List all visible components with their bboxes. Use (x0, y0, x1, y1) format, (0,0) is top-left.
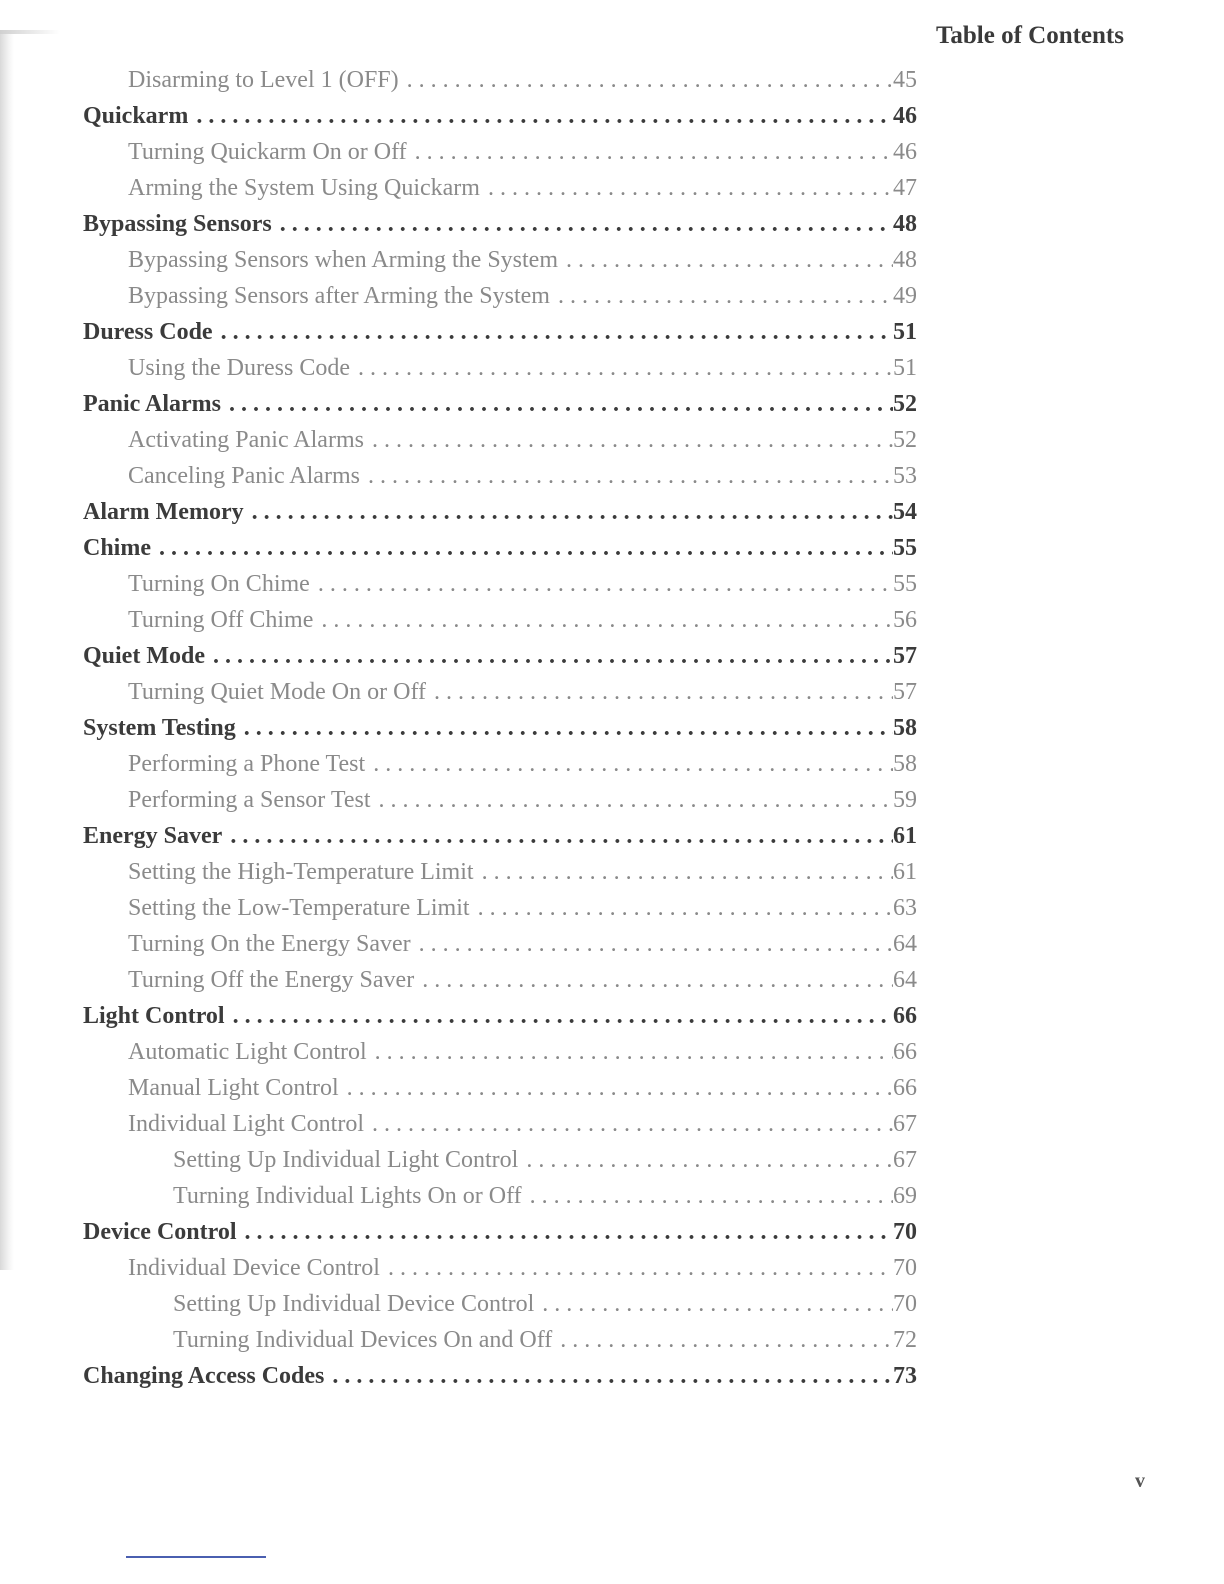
dot-leader (372, 1106, 893, 1142)
toc-entry[interactable] (128, 422, 917, 458)
dot-leader (373, 746, 893, 782)
toc-entry-title: Arming the System Using Quickarm (128, 175, 480, 201)
toc-entry[interactable] (128, 602, 917, 638)
dot-leader (347, 1070, 893, 1106)
toc-entry-title: Individual Light Control (128, 1111, 364, 1137)
toc-entry[interactable] (83, 1214, 917, 1250)
toc-entry-page: 48 (893, 211, 917, 237)
binding-shadow (0, 30, 14, 1270)
toc-entry[interactable] (83, 386, 917, 422)
toc-entry[interactable] (128, 674, 917, 710)
toc-entry-title: Light Control (83, 1003, 225, 1029)
toc-entry-page: 58 (893, 751, 917, 777)
toc-entry-title: Device Control (83, 1219, 237, 1245)
dot-leader (542, 1286, 893, 1322)
dot-leader (407, 62, 893, 98)
toc-entry[interactable] (83, 1358, 917, 1394)
toc-entry-page: 59 (893, 787, 917, 813)
toc-entry[interactable] (128, 242, 917, 278)
toc-entry-title: Automatic Light Control (128, 1039, 367, 1065)
toc-entry-page: 58 (893, 715, 917, 741)
toc-entry-page: 61 (893, 823, 917, 849)
toc-entry-title: Alarm Memory (83, 499, 244, 525)
toc-entry-page: 64 (893, 967, 917, 993)
toc-entry-page: 72 (893, 1327, 917, 1353)
toc-entry-title: System Testing (83, 715, 236, 741)
dot-leader (482, 854, 893, 890)
dot-leader (318, 566, 893, 602)
dot-leader (358, 350, 893, 386)
dot-leader (245, 1214, 893, 1250)
toc-entry[interactable] (83, 314, 917, 350)
toc-entry-page: 61 (893, 859, 917, 885)
toc-entry-title: Disarming to Level 1 (OFF) (128, 67, 399, 93)
toc-entry[interactable] (173, 1178, 917, 1214)
dot-leader (244, 710, 893, 746)
toc-entry-title: Activating Panic Alarms (128, 427, 364, 453)
toc-entry-page: 63 (893, 895, 917, 921)
toc-entry-page: 45 (893, 67, 917, 93)
toc-entry-title: Setting the High-Temperature Limit (128, 859, 474, 885)
toc-entry-title: Canceling Panic Alarms (128, 463, 360, 489)
dot-leader (419, 926, 893, 962)
dot-leader (229, 386, 893, 422)
toc-entry-page: 70 (893, 1255, 917, 1281)
toc-entry-title: Changing Access Codes (83, 1363, 325, 1389)
toc-entry[interactable] (128, 854, 917, 890)
toc-entry-page: 67 (893, 1147, 917, 1173)
toc-entry[interactable] (128, 1106, 917, 1142)
dot-leader (415, 134, 893, 170)
toc-entry-page: 48 (893, 247, 917, 273)
toc-entry-title: Setting Up Individual Device Control (173, 1291, 535, 1317)
toc-entry[interactable] (173, 1322, 917, 1358)
toc-entry-title: Performing a Sensor Test (128, 787, 371, 813)
toc-entry[interactable] (128, 62, 917, 98)
toc-entry[interactable] (173, 1286, 917, 1322)
toc-entry[interactable] (128, 1250, 917, 1286)
toc-entry[interactable] (128, 170, 917, 206)
toc-entry[interactable] (128, 566, 917, 602)
dot-leader (379, 782, 893, 818)
toc-entry-page: 69 (893, 1183, 917, 1209)
dot-leader (372, 422, 893, 458)
toc-entry-title: Performing a Phone Test (128, 751, 366, 777)
dot-leader (560, 1322, 893, 1358)
dot-leader (530, 1178, 893, 1214)
toc-entry-title: Turning Off Chime (128, 607, 314, 633)
toc-entry[interactable] (83, 998, 917, 1034)
toc-entry[interactable] (83, 206, 917, 242)
dot-leader (434, 674, 893, 710)
toc-entry-title: Energy Saver (83, 823, 223, 849)
toc-entry-page: 70 (893, 1291, 917, 1317)
toc-entry-title: Manual Light Control (128, 1075, 339, 1101)
dot-leader (280, 206, 893, 242)
footer-rule (126, 1556, 266, 1558)
toc-entry-page: 66 (893, 1075, 917, 1101)
toc-entry-title: Turning On Chime (128, 571, 310, 597)
toc-entry-title: Chime (83, 535, 151, 561)
toc-entry-page: 52 (893, 427, 917, 453)
page-header: Table of Contents (936, 22, 1124, 49)
toc-entry[interactable] (83, 494, 917, 530)
toc-entry-page: 56 (893, 607, 917, 633)
dot-leader (478, 890, 893, 926)
toc-entry-page: 57 (893, 643, 917, 669)
toc-entry[interactable] (128, 926, 917, 962)
dot-leader (388, 1250, 893, 1286)
page-number: v (1135, 1470, 1145, 1492)
toc-entry-title: Using the Duress Code (128, 355, 350, 381)
toc-entry-title: Duress Code (83, 319, 213, 345)
dot-leader (332, 1358, 893, 1394)
binding-edge (0, 30, 60, 34)
toc-entry-page: 54 (893, 499, 917, 525)
toc-entry-page: 51 (893, 355, 917, 381)
toc-entry[interactable] (128, 962, 917, 998)
dot-leader (558, 278, 893, 314)
toc-entry-page: 70 (893, 1219, 917, 1245)
toc-entry-title: Turning Quiet Mode On or Off (128, 679, 426, 705)
toc-entry-page: 57 (893, 679, 917, 705)
toc-entry-page: 49 (893, 283, 917, 309)
toc-entry-title: Quickarm (83, 103, 189, 129)
toc-entry-title: Bypassing Sensors (83, 211, 272, 237)
toc-entry-page: 55 (893, 571, 917, 597)
toc-entry-title: Quiet Mode (83, 643, 205, 669)
toc-entry[interactable] (128, 350, 917, 386)
dot-leader (252, 494, 893, 530)
toc-entry[interactable] (128, 134, 917, 170)
dot-leader (233, 998, 893, 1034)
toc-entry-page: 46 (893, 103, 917, 129)
toc-entry-page: 55 (893, 535, 917, 561)
toc-entry-title: Bypassing Sensors when Arming the System (128, 247, 558, 273)
toc-entry[interactable] (83, 98, 917, 134)
toc-entry-page: 73 (893, 1363, 917, 1389)
dot-leader (526, 1142, 893, 1178)
dot-leader (488, 170, 893, 206)
toc-entry-title: Setting the Low-Temperature Limit (128, 895, 470, 921)
toc-entry-title: Turning Individual Lights On or Off (173, 1183, 522, 1209)
toc-entry[interactable] (83, 710, 917, 746)
toc-entry[interactable] (128, 1034, 917, 1070)
toc-entry-title: Panic Alarms (83, 391, 221, 417)
toc-entry-page: 47 (893, 175, 917, 201)
toc-entry-title: Turning Individual Devices On and Off (173, 1327, 553, 1353)
toc-entry-page: 53 (893, 463, 917, 489)
dot-leader (221, 314, 893, 350)
toc-entry-page: 67 (893, 1111, 917, 1137)
toc-entry-page: 66 (893, 1039, 917, 1065)
toc-entry-title: Turning On the Energy Saver (128, 931, 411, 957)
dot-leader (422, 962, 893, 998)
toc-entry[interactable] (83, 638, 917, 674)
toc-entry-page: 52 (893, 391, 917, 417)
dot-leader (159, 530, 893, 566)
toc-entry[interactable] (173, 1142, 917, 1178)
toc-entry[interactable] (128, 746, 917, 782)
dot-leader (566, 242, 893, 278)
dot-leader (321, 602, 893, 638)
dot-leader (213, 638, 893, 674)
toc-entry[interactable] (128, 278, 917, 314)
toc-entry-title: Turning Quickarm On or Off (128, 139, 407, 165)
toc-entry-title: Turning Off the Energy Saver (128, 967, 415, 993)
toc-entry-title: Bypassing Sensors after Arming the System (128, 283, 550, 309)
toc-entry[interactable] (83, 818, 917, 854)
dot-leader (196, 98, 893, 134)
toc-entry[interactable] (128, 1070, 917, 1106)
dot-leader (368, 458, 893, 494)
toc-entry[interactable] (128, 458, 917, 494)
toc-entry-title: Setting Up Individual Light Control (173, 1147, 519, 1173)
toc-entry[interactable] (128, 782, 917, 818)
toc-entry[interactable] (128, 890, 917, 926)
toc-entry-page: 64 (893, 931, 917, 957)
toc-entry-title: Individual Device Control (128, 1255, 380, 1281)
dot-leader (375, 1034, 893, 1070)
dot-leader (230, 818, 893, 854)
toc-entry-page: 46 (893, 139, 917, 165)
toc-entry[interactable] (83, 530, 917, 566)
toc-entry-page: 51 (893, 319, 917, 345)
toc-entry-page: 66 (893, 1003, 917, 1029)
